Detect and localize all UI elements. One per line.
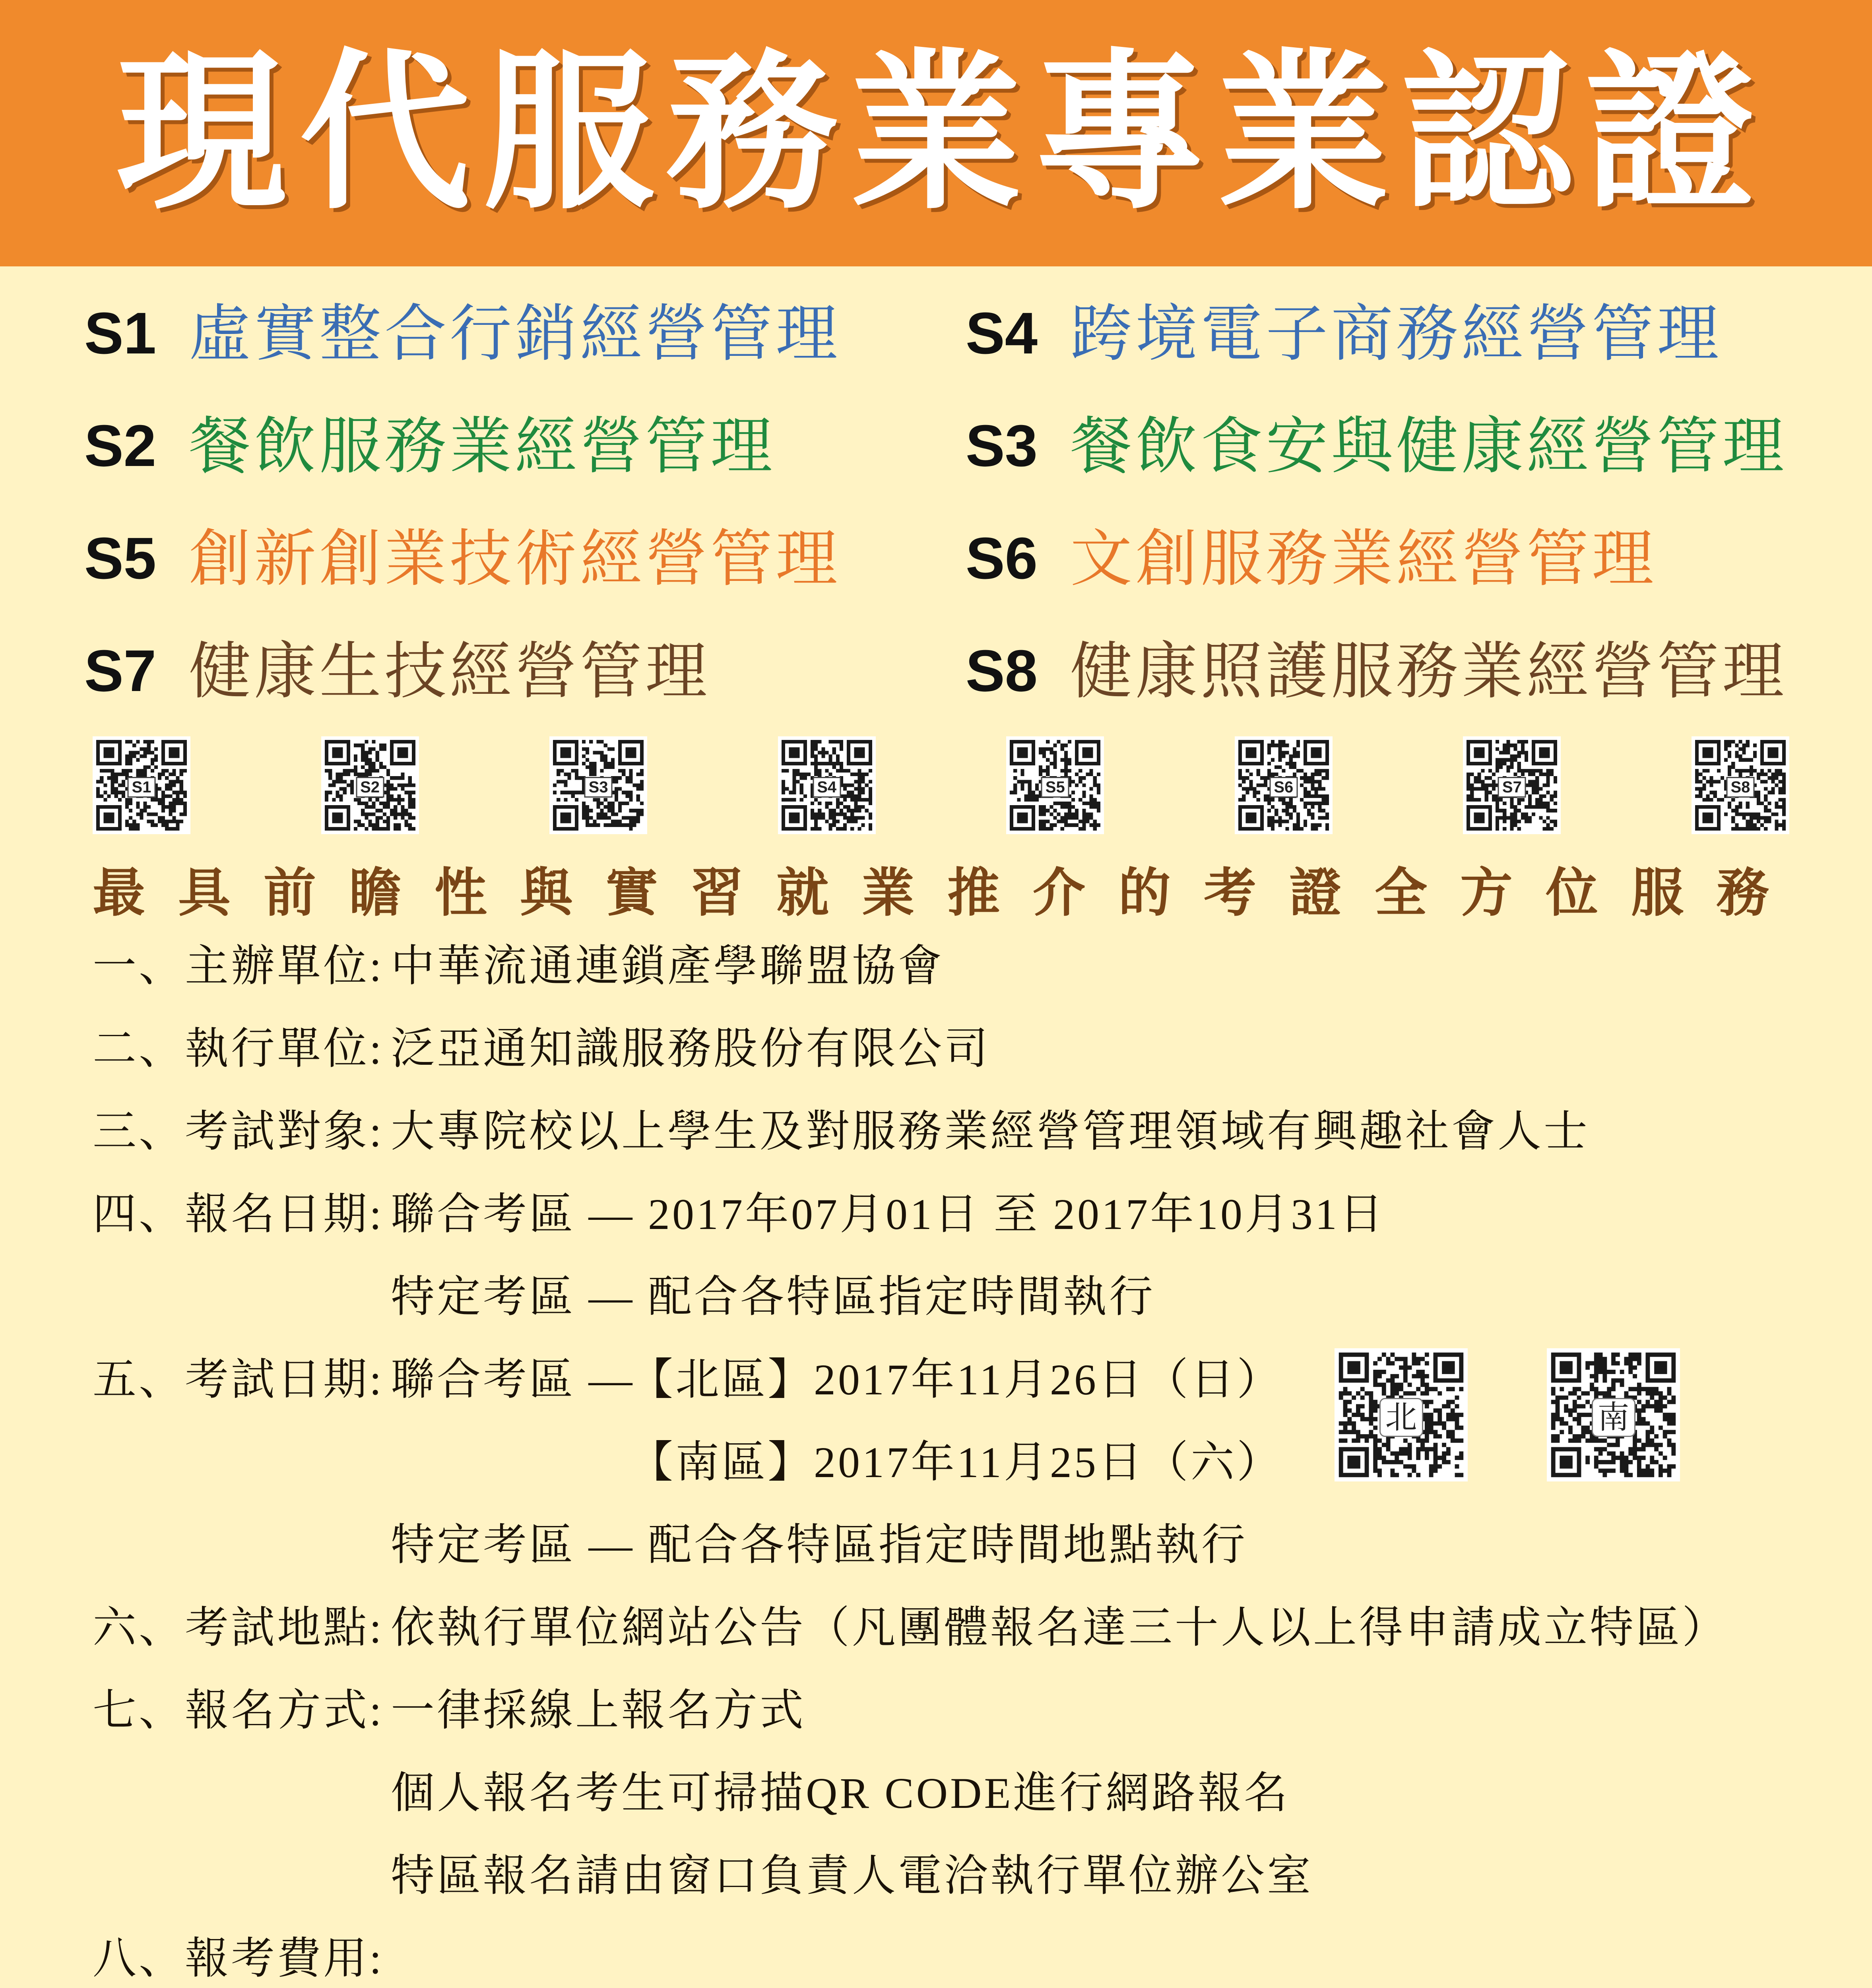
row-registration-special [93,1256,1842,1338]
item-label: 一、主辦單位: [93,942,384,990]
qr-code-north [1335,1348,1468,1481]
row-registration [93,1173,1842,1256]
qr-label: S6 [1269,777,1298,798]
item-value: 特定考區 — 配合各特區指定時間地點執行 [391,1521,1247,1569]
row-executor [93,1008,1842,1090]
qr-code-s2 [321,736,419,834]
certification-name: 文創服務業經營管理 [1070,522,1657,595]
item-value: 個人報名考生可掃描QR CODE進行網路報名 [391,1769,1290,1817]
item-value: 特定考區 — 配合各特區指定時間執行 [391,1273,1155,1321]
certification-s2 [84,406,966,486]
item-label: 四、報名日期: [93,1190,384,1239]
certification-s4 [966,294,1833,373]
certification-name: 餐飲食安與健康經營管理 [1070,410,1787,482]
tagline: 最具前瞻性與實習就業推介的考證全方位服務 [93,862,1802,924]
qr-code-s1 [93,736,190,834]
qr-code-s8 [1692,736,1789,834]
item-value: 依執行單位網站公告（凡團體報名達三十人以上得申請成立特區） [391,1604,1728,1652]
qr-label: S1 [128,777,156,798]
item-value: 大專院校以上學生及對服務業經營管理領域有興趣社會人士 [391,1107,1590,1156]
certification-name: 創新創業技術經營管理 [189,522,841,595]
item-label: 八、報考費用: [93,1934,384,1983]
qr-label: S3 [584,777,613,798]
certification-code: S2 [84,413,157,479]
qr-code-s4 [778,736,876,834]
row-organizer [93,925,1842,1008]
item-label: 七、報名方式: [93,1686,384,1735]
certification-name: 餐飲服務業經營管理 [189,410,776,482]
row-method [93,1669,1842,1752]
qr-label: 北 [1379,1398,1423,1437]
qr-code-s6 [1235,736,1333,834]
joint-area-prefix: 聯合考區 — [391,1355,635,1404]
qr-code-south [1547,1348,1680,1481]
certification-code: S7 [84,638,157,704]
certification-code: S1 [84,301,157,366]
qr-code-s5 [1006,736,1104,834]
certification-s7 [84,631,966,711]
certification-code: S5 [84,526,157,591]
qr-label: 南 [1592,1398,1635,1437]
certification-code: S3 [966,413,1038,479]
item-value: 【北區】2017年11月26日（日） [629,1355,1283,1404]
certification-s5 [84,519,966,598]
item-value: 泛亞通知識服務股份有限公司 [391,1025,990,1073]
poster-title: 現代服務業專業認證 [116,34,1769,233]
item-value: 中華流通連鎖產學聯盟協會 [391,942,944,990]
row-method-3 [93,1835,1842,1917]
certification-list [84,294,1833,744]
qr-code-s3 [549,736,647,834]
certification-code: S8 [966,638,1038,704]
certification-name: 虛實整合行銷經營管理 [189,297,841,370]
item-label: 六、考試地點: [93,1604,384,1652]
qr-code-row [93,736,1789,834]
item-label: 二、執行單位: [93,1025,384,1073]
certification-code: S4 [966,301,1038,366]
certification-s6 [966,519,1833,598]
row-exam-date-special [93,1504,1842,1586]
qr-code-s7 [1463,736,1561,834]
item-value: 【南區】2017年11月25日（六） [629,1438,1283,1487]
item-value: 聯合考區 — 2017年07月01日 至 2017年10月31日 [391,1190,1385,1239]
qr-label: S7 [1498,777,1526,798]
item-label: 五、考試日期: [93,1355,384,1404]
certification-s3 [966,406,1833,486]
item-value: 一律採線上報名方式 [391,1686,806,1735]
certification-s8 [966,631,1833,711]
certification-name: 跨境電子商務經營管理 [1070,297,1722,370]
certification-name: 健康照護服務業經營管理 [1070,635,1787,707]
qr-label: S8 [1726,777,1754,798]
header-banner [0,0,1872,266]
row-method-2 [93,1752,1842,1835]
item-label: 三、考試對象: [93,1107,384,1156]
item-value: 特區報名請由窗口負責人電洽執行單位辦公室 [391,1852,1313,1900]
qr-label: S5 [1041,777,1069,798]
row-location [93,1586,1842,1669]
row-fees [93,1917,1842,1988]
qr-label: S2 [356,777,384,798]
qr-label: S4 [813,777,841,798]
certification-code: S6 [966,526,1038,591]
certification-s1 [84,294,966,373]
certification-name: 健康生技經營管理 [189,635,710,707]
row-audience [93,1090,1842,1173]
